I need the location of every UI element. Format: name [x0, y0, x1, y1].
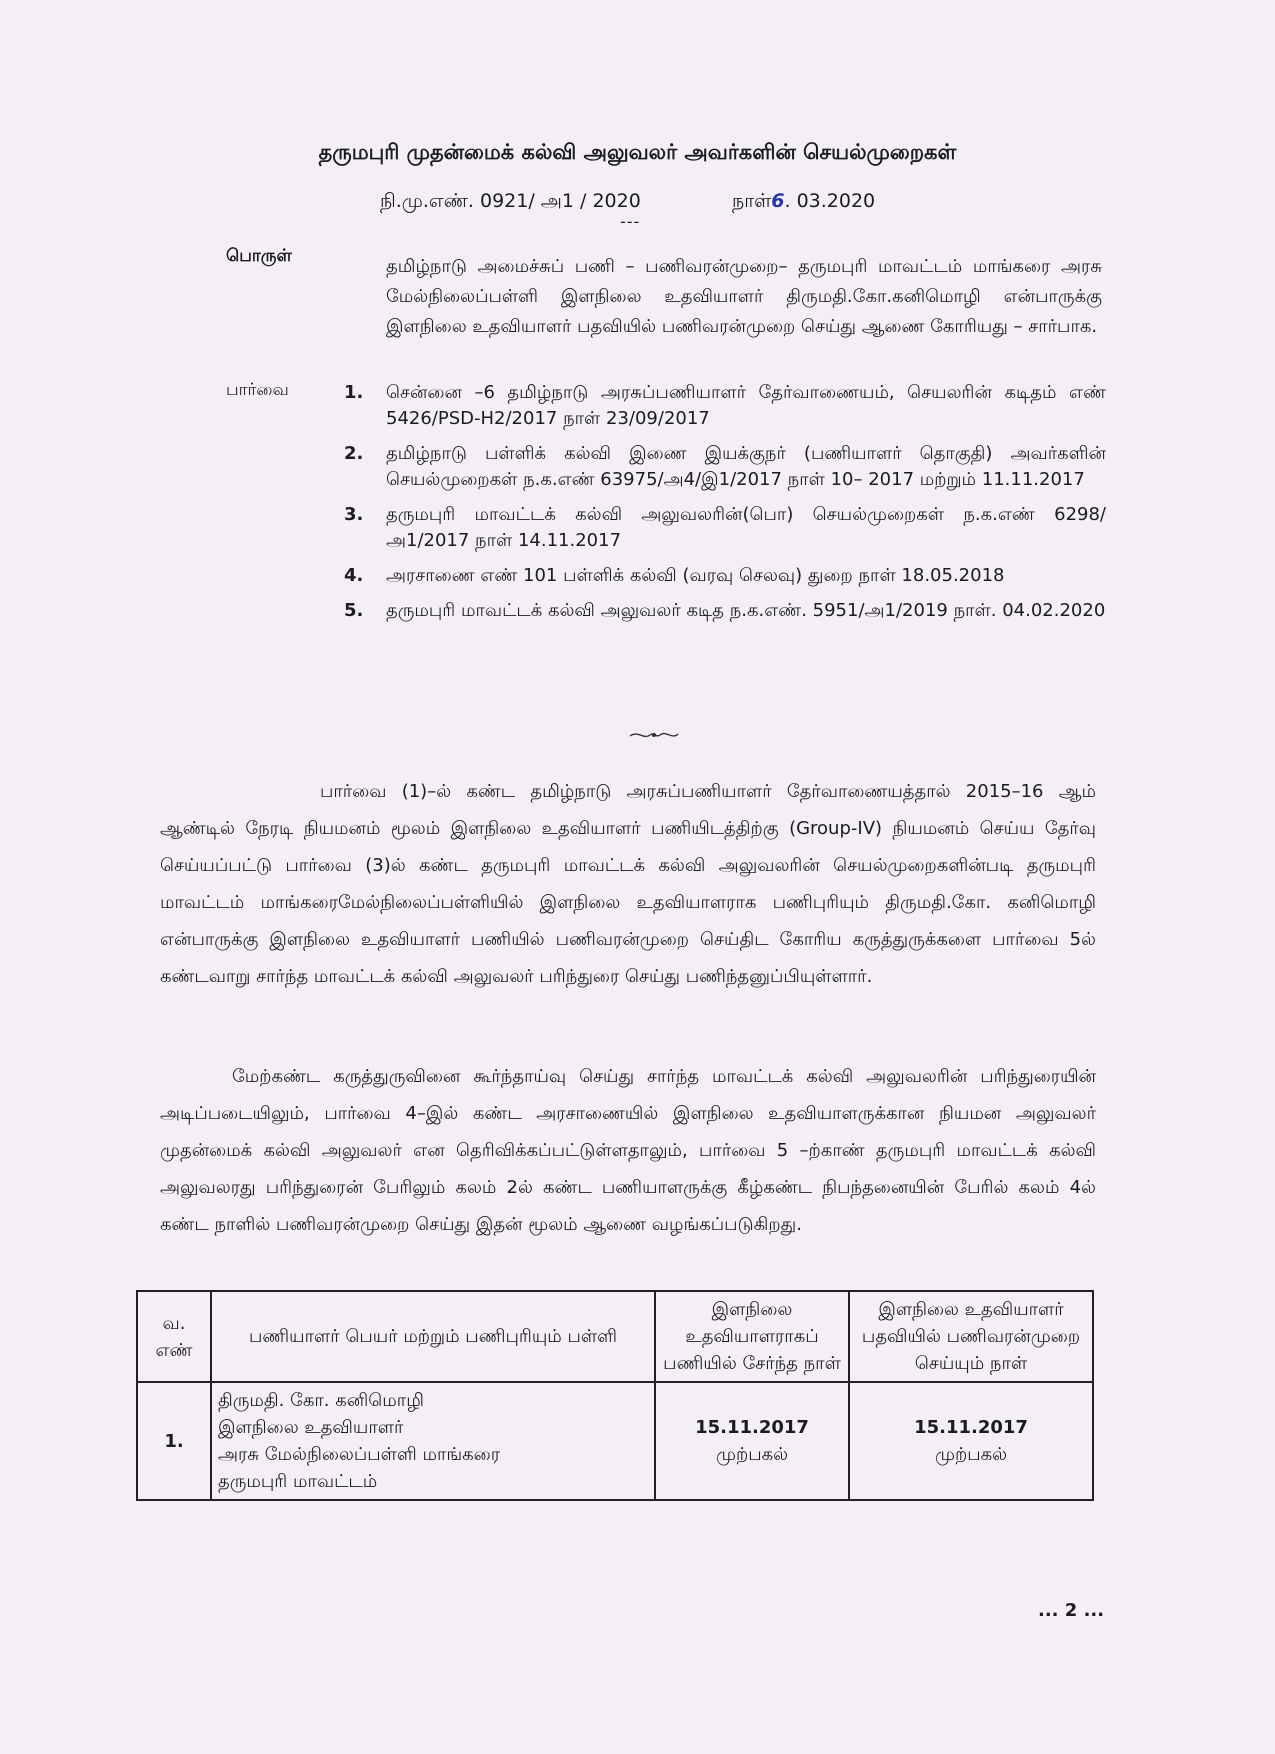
- references-list: [336, 380, 1106, 633]
- body-paragraph-2: மேற்கண்ட கருத்துருவினை கூர்ந்தாய்வு செய்து சார்ந்த மாவட்டக் கல்வி அலுவலரின் பரிந்துரையின் அடிப்படையிலும், பார்வை 4–இல் கண்ட அரசாணையில் இளநிலை உதவியாளருக்கான நியமன அலுவலர் முதன்மைக் கல்வி அலுவலர் என தெரிவிக்கப்பட்டுள்ளதாலும், பார்வை 5 –ற்காண் தருமபுரி மாவட்டக் கல்வி அலுவலரது பரிந்துரைன் பேரிலும் கலம் 2ல் கண்ட பணியாளருக்கு கீழ்கண்ட நிபந்தனையின் பேரில் கலம் 4ல் கண்ட நாளில் பணிவரன்முறை செய்து இதன் மூலம் ஆணை வழங்கப்படுகிறது.: [160, 1066, 1096, 1235]
- reference-item: [336, 441, 1106, 493]
- subject-label: பொருள்: [226, 246, 292, 266]
- employee-designation: இளநிலை உதவியாளர்: [218, 1417, 404, 1438]
- reference-number-1: 1.: [344, 382, 364, 403]
- reference-number-4: 4.: [344, 565, 364, 586]
- regularised-date: 15.11.2017: [914, 1417, 1028, 1438]
- column-header-regularised-date: இளநிலை உதவியாளர் பதவியில் பணிவரன்முறை செய்யும் நாள்: [849, 1291, 1093, 1382]
- references-label: பார்வை: [226, 380, 289, 400]
- column-header-joined-date: இளநிலை உதவியாளராகப் பணியில் சேர்ந்த நாள்: [655, 1291, 849, 1382]
- reference-item: [336, 598, 1106, 624]
- date-rest: . 03.2020: [784, 190, 876, 212]
- column-header-serial: வ. எண்: [137, 1291, 211, 1382]
- joined-session: முற்பகல்: [715, 1444, 789, 1465]
- reference-text-1: சென்னை –6 தமிழ்நாடு அரசுப்பணியாளர் தேர்வாணையம், செயலரின் கடிதம் எண் 5426/PSD-H2/2017 நாள் 23/09/2017: [386, 382, 1106, 429]
- reference-item: [336, 502, 1106, 554]
- reference-number: நி.மு.எண். 0921/ அ1 / 2020: [380, 190, 641, 212]
- cell-serial: 1.: [137, 1382, 211, 1500]
- page-title: தருமபுரி முதன்மைக் கல்வி அலுவலர் அவர்களின் செயல்முறைகள்: [318, 140, 957, 164]
- reference-text-3: தருமபுரி மாவட்டக் கல்வி அலுவலரின்(பொ) செயல்முறைகள் ந.க.எண் 6298/அ1/2017 நாள் 14.11.2017: [386, 504, 1106, 551]
- employee-school: அரசு மேல்நிலைப்பள்ளி மாங்கரை: [218, 1444, 501, 1465]
- table-header-row: [137, 1291, 1093, 1382]
- reference-text-5: தருமபுரி மாவட்டக் கல்வி அலுவலர் கடித ந.க.எண். 5951/அ1/2019 நாள். 04.02.2020: [386, 600, 1106, 621]
- table-row: [137, 1382, 1093, 1500]
- cell-regularised: [849, 1382, 1093, 1500]
- employee-district: தருமபுரி மாவட்டம்: [218, 1471, 378, 1492]
- reference-text-4: அரசாணை எண் 101 பள்ளிக் கல்வி (வரவு செலவு) துறை நாள் 18.05.2018: [386, 565, 1005, 586]
- reference-number-5: 5.: [344, 600, 364, 621]
- reference-number-2: 2.: [344, 443, 364, 464]
- ornament-divider-icon: [628, 728, 680, 746]
- regularised-session: முற்பகல்: [934, 1444, 1008, 1465]
- joined-date: 15.11.2017: [695, 1417, 809, 1438]
- subject-text: தமிழ்நாடு அமைச்சுப் பணி – பணிவரன்முறை– தருமபுரி மாவட்டம் மாங்கரை அரசு மேல்நிலைப்பள்ளி இளநிலை உதவியாளர் திருமதி.கோ.கனிமொழி என்பாருக்கு இளநிலை உதவியாளர் பதவியில் பணிவரன்முறை செய்து ஆணை கோரியது – சார்பாக.: [386, 256, 1102, 337]
- appointment-table: [136, 1290, 1094, 1501]
- reference-item: [336, 563, 1106, 589]
- reference-text-2: தமிழ்நாடு பள்ளிக் கல்வி இணை இயக்குநர் (பணியாளர் தொகுதி) அவர்களின் செயல்முறைகள் ந.க.எண் 63975/அ4/இ1/2017 நாள் 10– 2017 மற்றும் 11.11.2017: [386, 443, 1106, 490]
- reference-number-3: 3.: [344, 504, 364, 525]
- cell-employee: [211, 1382, 655, 1500]
- body-paragraph-1: பார்வை (1)–ல் கண்ட தமிழ்நாடு அரசுப்பணியாளர் தேர்வாணையத்தால் 2015–16 ஆம் ஆண்டில் நேரடி நியமனம் மூலம் இளநிலை உதவியாளர் பணியிடத்திற்கு (Group-IV) நியமனம் செய்ய தேர்வு செய்யப்பட்டு பார்வை (3)ல் கண்ட தருமபுரி மாவட்டக் கல்வி அலுவலரின் செயல்முறைகளின்படி தருமபுரி மாவட்டம் மாங்கரைமேல்நிலைப்பள்ளியில் இளநிலை உதவியாளராக பணிபுரியும் திருமதி.கோ. கனிமொழி என்பாருக்கு இளநிலை உதவியாளர் பணியில் பணிவரன்முறை செய்திட கோரிய கருத்துருக்களை பார்வை 5ல் கண்டவாறு சார்ந்த மாவட்டக் கல்வி அலுவலர் பரிந்துரை செய்து பணிந்தனுப்பியுள்ளார்.: [160, 781, 1096, 987]
- handwritten-day: 6: [771, 190, 785, 212]
- cell-joined: [655, 1382, 849, 1500]
- date-prefix: நாள்: [732, 190, 772, 212]
- order-date: [732, 190, 875, 215]
- employee-name: திருமதி. கோ. கனிமொழி: [218, 1390, 424, 1411]
- column-header-name: பணியாளர் பெயர் மற்றும் பணிபுரியும் பள்ளி: [211, 1291, 655, 1382]
- page-continuation: ... 2 ...: [1038, 1600, 1105, 1621]
- header-separator: ---: [620, 212, 641, 231]
- reference-item: [336, 380, 1106, 432]
